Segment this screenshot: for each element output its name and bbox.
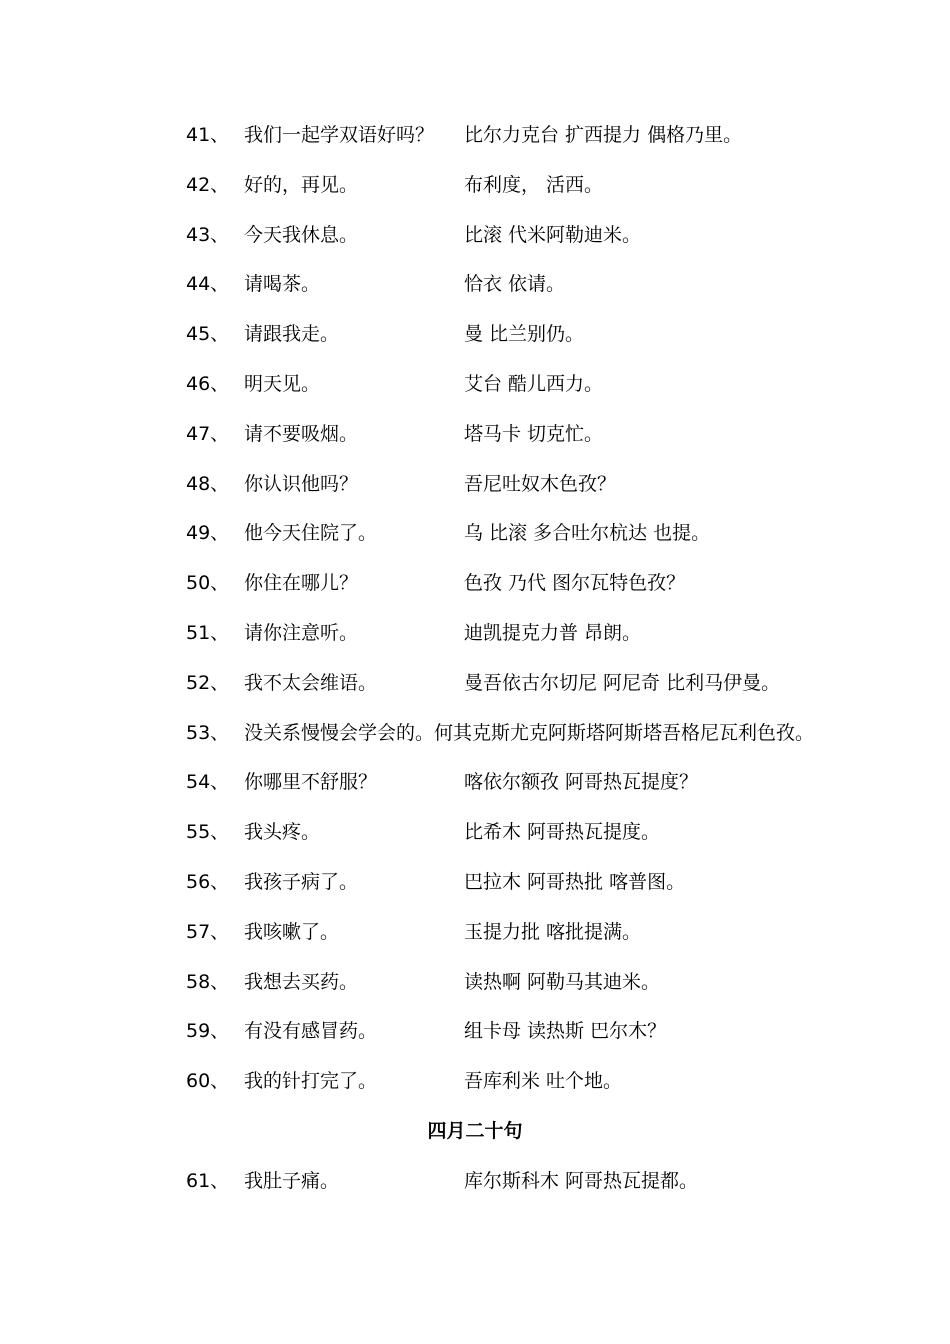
phrase-number: 45、 [186, 323, 230, 346]
phrase-transliteration: 曼吾依古尔切尼 阿尼奇 比利马伊曼。 [464, 671, 781, 694]
phrase-transliteration: 曼 比兰别仍。 [464, 323, 585, 346]
phrase-number: 53、 [186, 721, 230, 744]
phrase-chinese: 好的，再见。 [244, 173, 359, 196]
phrase-row-56 [186, 865, 926, 915]
phrase-number: 60、 [186, 1070, 230, 1093]
phrase-chinese: 有没有感冒药。 [244, 1020, 378, 1043]
phrase-chinese: 我肚子痛。 [244, 1170, 340, 1192]
phrase-row-57 [186, 915, 926, 965]
phrase-number: 52、 [186, 671, 230, 694]
phrase-list [186, 118, 926, 1114]
phrase-row-41 [186, 118, 926, 168]
phrase-number: 55、 [186, 821, 230, 844]
phrase-transliteration: 吾库利米 吐个地。 [464, 1070, 623, 1093]
phrase-row-42 [186, 168, 926, 218]
phrase-row-60 [186, 1064, 926, 1114]
phrase-row-43 [186, 218, 926, 268]
phrase-number: 54、 [186, 771, 230, 794]
phrase-chinese: 他今天住院了。 [244, 522, 378, 545]
phrase-row-58 [186, 965, 926, 1015]
phrase-transliteration: 色孜 乃代 图尔瓦特色孜？ [464, 572, 686, 595]
phrase-row-55 [186, 815, 926, 865]
phrase-number: 42、 [186, 173, 230, 196]
phrase-row-59 [186, 1014, 926, 1064]
phrase-row-45 [186, 317, 926, 367]
phrase-chinese: 没关系慢慢会学会的。何其克斯尤克阿斯塔阿斯塔吾格尼瓦利色孜。 [244, 721, 815, 744]
phrase-number: 49、 [186, 522, 230, 545]
phrase-number: 57、 [186, 920, 230, 943]
phrase-chinese: 我头疼。 [244, 821, 321, 844]
phrase-transliteration: 乌 比滚 多合吐尔杭达 也提。 [464, 522, 711, 545]
phrase-row-46 [186, 367, 926, 417]
phrase-chinese: 请你注意听。 [244, 621, 359, 644]
phrase-chinese: 今天我休息。 [244, 223, 359, 246]
phrase-row-44 [186, 267, 926, 317]
phrase-chinese: 我孩子病了。 [244, 870, 359, 893]
phrase-chinese: 请跟我走。 [244, 323, 340, 346]
phrase-transliteration: 库尔斯科木 阿哥热瓦提都。 [464, 1170, 699, 1192]
phrase-transliteration: 比滚 代米阿勒迪米。 [464, 223, 642, 246]
phrase-transliteration: 塔马卡 切克忙。 [464, 422, 604, 445]
phrase-transliteration: 吾尼吐奴木色孜？ [464, 472, 617, 495]
phrase-number: 59、 [186, 1020, 230, 1043]
phrase-number: 61、 [186, 1170, 230, 1192]
phrase-number: 43、 [186, 223, 230, 246]
phrase-chinese: 你认识他吗？ [244, 472, 359, 495]
phrase-row-51 [186, 616, 926, 666]
phrase-number: 58、 [186, 970, 230, 993]
phrase-number: 48、 [186, 472, 230, 495]
phrase-transliteration: 比希木 阿哥热瓦提度。 [464, 821, 661, 844]
phrase-chinese: 我们一起学双语好吗？ [244, 124, 435, 146]
phrase-list-2 [186, 1164, 926, 1214]
phrase-chinese: 你住在哪儿？ [244, 572, 359, 595]
phrase-number: 50、 [186, 572, 230, 595]
phrase-transliteration: 组卡母 读热斯 巴尔木？ [464, 1020, 667, 1043]
phrase-chinese: 我不太会维语。 [244, 671, 378, 694]
phrase-transliteration: 恰衣 依请。 [464, 273, 566, 296]
phrase-chinese: 我的针打完了。 [244, 1070, 378, 1093]
phrase-number: 56、 [186, 870, 230, 893]
phrase-number: 41、 [186, 124, 230, 146]
phrase-chinese: 我咳嗽了。 [244, 920, 340, 943]
phrase-row-61 [186, 1164, 926, 1214]
phrase-chinese: 你哪里不舒服？ [244, 771, 378, 794]
phrase-transliteration: 布利度， 活西。 [464, 173, 604, 196]
phrase-row-53 [186, 716, 926, 766]
phrase-transliteration: 喀依尔额孜 阿哥热瓦提度？ [464, 771, 699, 794]
section-heading: 四月二十句 [427, 1120, 523, 1142]
phrase-row-50 [186, 566, 926, 616]
phrase-row-48 [186, 467, 926, 517]
phrase-transliteration: 迪凯提克力普 昂朗。 [464, 621, 642, 644]
phrase-chinese: 请不要吸烟。 [244, 422, 359, 445]
phrase-transliteration: 巴拉木 阿哥热批 喀普图。 [464, 870, 686, 893]
phrase-chinese: 我想去买药。 [244, 970, 359, 993]
phrase-row-49 [186, 516, 926, 566]
phrase-row-47 [186, 417, 926, 467]
phrase-number: 51、 [186, 621, 230, 644]
phrase-row-54 [186, 765, 926, 815]
phrase-number: 47、 [186, 422, 230, 445]
phrase-chinese: 明天见。 [244, 372, 321, 395]
phrase-transliteration: 艾台 酷儿西力。 [464, 372, 604, 395]
phrase-number: 46、 [186, 372, 230, 395]
phrase-chinese: 请喝茶。 [244, 273, 321, 296]
phrase-transliteration: 玉提力批 喀批提满。 [464, 920, 642, 943]
phrase-transliteration: 比尔力克台 扩西提力 偶格乃里。 [464, 124, 743, 146]
phrase-number: 44、 [186, 273, 230, 296]
phrase-transliteration: 读热啊 阿勒马其迪米。 [464, 970, 661, 993]
phrase-row-52 [186, 666, 926, 716]
